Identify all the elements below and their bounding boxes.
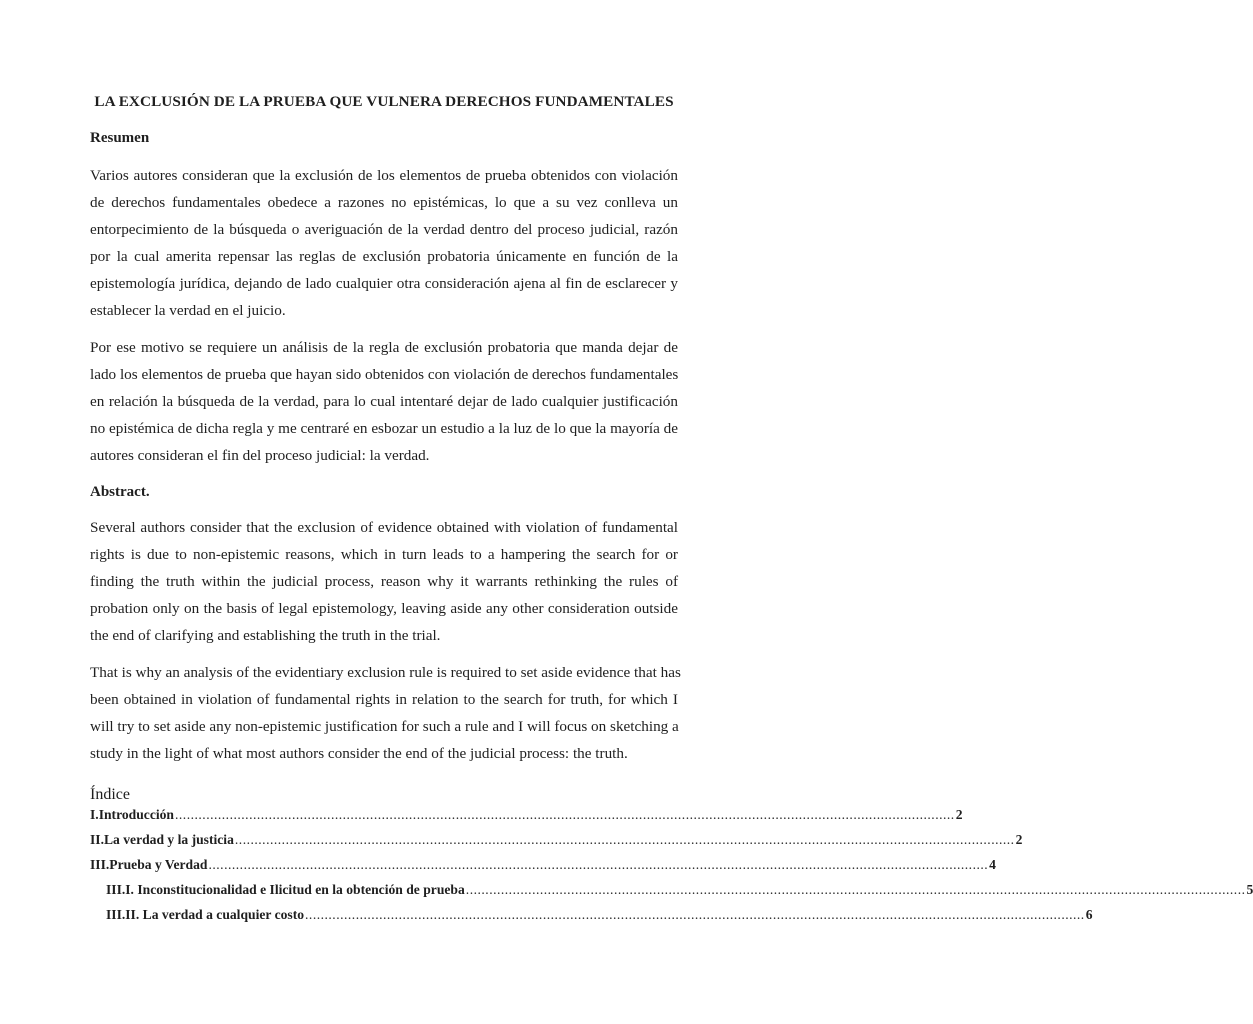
text-line: entorpecimiento de la búsqueda o averiguación de la verdad dentro del proceso judicial, razón (90, 221, 678, 238)
toc-entry-number: II. (90, 832, 104, 847)
document-title: LA EXCLUSIÓN DE LA PRUEBA QUE VULNERA DERECHOS FUNDAMENTALES (94, 93, 674, 110)
abstract-paragraph-1 (90, 514, 678, 649)
text-line: autores consideran el fin del proceso judicial: la verdad. (90, 447, 430, 464)
toc-leader-dots: ........................................................................................................................................................................................................ (208, 857, 989, 872)
toc-entry-label: La verdad y la justicia (103, 832, 234, 847)
abstract-heading: Abstract. (90, 484, 150, 500)
toc-entry-page: 2 (1015, 832, 1023, 847)
toc-entry-page: 5 (1246, 882, 1253, 897)
text-line: no epistémica de dicha regla y me centraré en esbozar un estudio a la luz de lo que la mayoría de (90, 420, 678, 437)
text-line: study in the light of what most authors consider the end of the judicial process: the truth. (90, 745, 628, 762)
toc-leader-dots: ........................................................................................................................................................................................................ (175, 807, 955, 822)
text-line: Por ese motivo se requiere un análisis de la regla de exclusión probatoria que manda dejar de (90, 339, 678, 356)
toc-entry-label: III.I. Inconstitucionalidad e Ilicitud en la obtención de prueba (106, 882, 465, 897)
toc-leader-dots: ........................................................................................................................................................................................................ (305, 907, 1085, 922)
toc-entry-label: Introducción (98, 807, 174, 822)
toc-title: Índice (90, 786, 130, 803)
text-line: finding the truth within the judicial process, reason why it warrants rethinking the rules of (90, 573, 678, 590)
text-line: en relación la búsqueda de la verdad, para lo cual intentaré dejar de lado cualquier justificación (90, 393, 678, 410)
text-line: the end of clarifying and establishing the truth in the trial. (90, 627, 441, 644)
text-line: por la cual amerita repensar las reglas de exclusión probatoria únicamente en función de la (90, 248, 678, 265)
text-line: establecer la verdad en el juicio. (90, 302, 286, 319)
toc-leader-dots: ........................................................................................................................................................................................................ (465, 882, 1246, 897)
toc-entry[interactable] (106, 907, 1093, 927)
text-line: That is why an analysis of the evidentiary exclusion rule is required to set aside evidence that has (90, 664, 681, 681)
text-line: probation only on the basis of legal epistemology, leaving aside any other consideration outside (90, 600, 678, 617)
resumen-heading: Resumen (90, 130, 150, 146)
toc-entry-page: 4 (989, 857, 996, 872)
text-line: Varios autores consideran que la exclusión de los elementos de prueba obtenidos con violación (90, 167, 678, 184)
toc-entry[interactable] (90, 857, 996, 877)
text-line: lado los elementos de prueba que hayan sido obtenidos con violación de derechos fundamentales (90, 366, 679, 383)
resumen-paragraph-1 (90, 162, 678, 324)
text-line: rights is due to non-epistemic reasons, which in turn leads to a hampering the search for or (90, 546, 678, 563)
toc-entry-page: 2 (955, 807, 963, 822)
text-line: de derechos fundamentales obedece a razones no epistémicas, lo que a su vez conlleva un (90, 194, 678, 211)
text-line: will try to set aside any non-epistemic justification for such a rule and I will focus on sketching a (90, 718, 679, 735)
abstract-paragraph-2 (90, 659, 681, 767)
text-line: epistemología jurídica, dejando de lado cualquier otra consideración ajena al fin de esclarecer y (90, 275, 678, 292)
toc-entry-label: Prueba y Verdad (109, 857, 208, 872)
toc-entry-number: I. (90, 807, 99, 822)
toc-entry[interactable] (106, 882, 1253, 902)
toc-entry-number: III. (90, 857, 110, 872)
toc-entry-label: III.II. La verdad a cualquier costo (106, 907, 305, 922)
toc-leader-dots: ........................................................................................................................................................................................................ (234, 832, 1015, 847)
resumen-paragraph-2 (90, 334, 678, 469)
toc-entry-page: 6 (1085, 907, 1093, 922)
toc-entry[interactable] (90, 807, 963, 827)
toc-entry[interactable] (90, 832, 1023, 852)
text-line: Several authors consider that the exclusion of evidence obtained with violation of fundamental (90, 519, 678, 536)
text-line: been obtained in violation of fundamental rights in relation to the search for truth, for which I (90, 691, 678, 708)
